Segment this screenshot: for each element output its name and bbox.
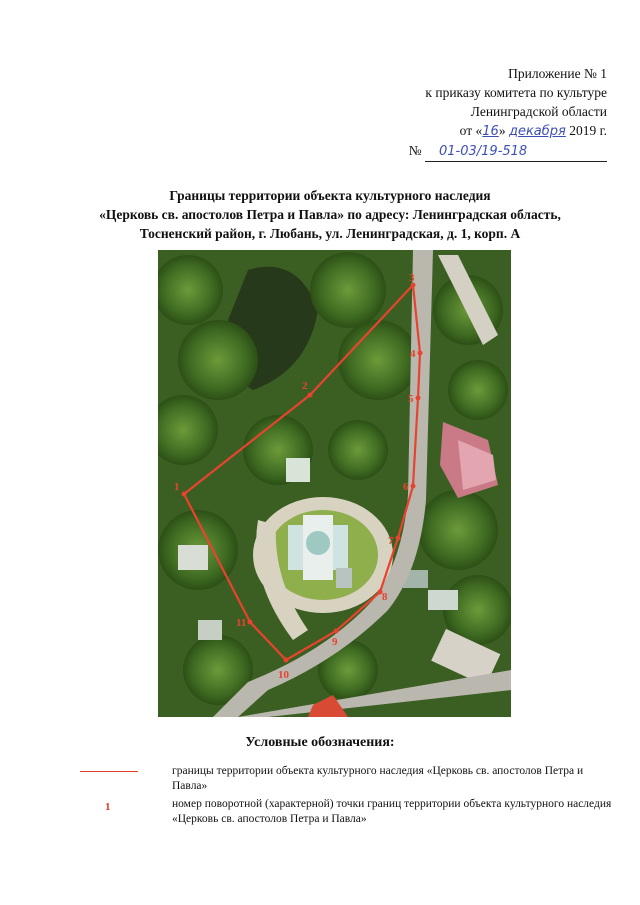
number-value: 01-03/19-518 xyxy=(439,144,528,159)
boundary-point-label-11: 11 xyxy=(236,617,247,629)
appendix-number: Приложение № 1 xyxy=(508,66,607,81)
title-line-3: Тосненский район, г. Любань, ул. Ленинградская, д. 1, корп. А xyxy=(139,226,521,241)
boundary-point-label-5: 5 xyxy=(408,393,414,405)
title-line-1: Границы территории объекта культурного наследия xyxy=(169,188,491,203)
boundary-point-label-9: 9 xyxy=(332,636,338,648)
boundary-point-2 xyxy=(308,393,313,398)
boundary-point-6 xyxy=(411,484,416,489)
boundary-point-label-10: 10 xyxy=(278,669,289,681)
legend-boundary-text: границы территории объекта культурного наследия «Церковь св. апостолов Петра и Павла» xyxy=(172,765,584,792)
boundary-point-label-4: 4 xyxy=(410,348,416,360)
house-left xyxy=(178,545,208,570)
number-prefix: № xyxy=(408,143,422,158)
boundary-point-label-6: 6 xyxy=(403,481,409,493)
date-year: 2019 г. xyxy=(569,123,607,138)
boundary-point-9 xyxy=(334,629,339,634)
legend-point-text: номер поворотной (характерной) точки границ территории объекта культурного наследия «Церковь св. апостолов Петра и Павла» xyxy=(172,798,612,825)
legend-boundary-line xyxy=(80,771,138,772)
boundary-point-11 xyxy=(248,620,253,625)
appendix-header xyxy=(409,64,607,162)
order-reference: к приказу комитета по культуре xyxy=(425,85,607,100)
boundary-point-label-1: 1 xyxy=(174,481,180,493)
order-number xyxy=(409,141,607,162)
boundary-point-label-8: 8 xyxy=(382,591,388,603)
order-date xyxy=(409,121,607,141)
boundary-point-1 xyxy=(182,492,187,497)
boundary-point-7 xyxy=(396,536,401,541)
boundary-point-label-7: 7 xyxy=(388,535,394,547)
boundary-point-label-2: 2 xyxy=(302,380,308,392)
legend-point-symbol: 1 xyxy=(105,801,111,813)
aerial-map xyxy=(158,250,511,717)
boundary-point-5 xyxy=(416,396,421,401)
boundary-point-label-3: 3 xyxy=(409,272,415,284)
chapel xyxy=(286,458,310,482)
date-prefix: от « xyxy=(459,123,483,138)
shed-1 xyxy=(428,590,458,610)
date-day: 16 xyxy=(482,124,499,139)
legend-title: Условные обозначения: xyxy=(245,735,395,750)
date-month: декабря xyxy=(508,124,566,139)
date-mid: » xyxy=(498,123,506,138)
title-line-2: «Церковь св. апостолов Петра и Павла» по адресу: Ленинградская область, xyxy=(99,207,561,222)
committee-region: Ленинградской области xyxy=(470,104,607,119)
document-title xyxy=(70,186,590,243)
shed-left xyxy=(198,620,222,640)
boundary-point-4 xyxy=(418,351,423,356)
boundary-point-10 xyxy=(284,658,289,663)
